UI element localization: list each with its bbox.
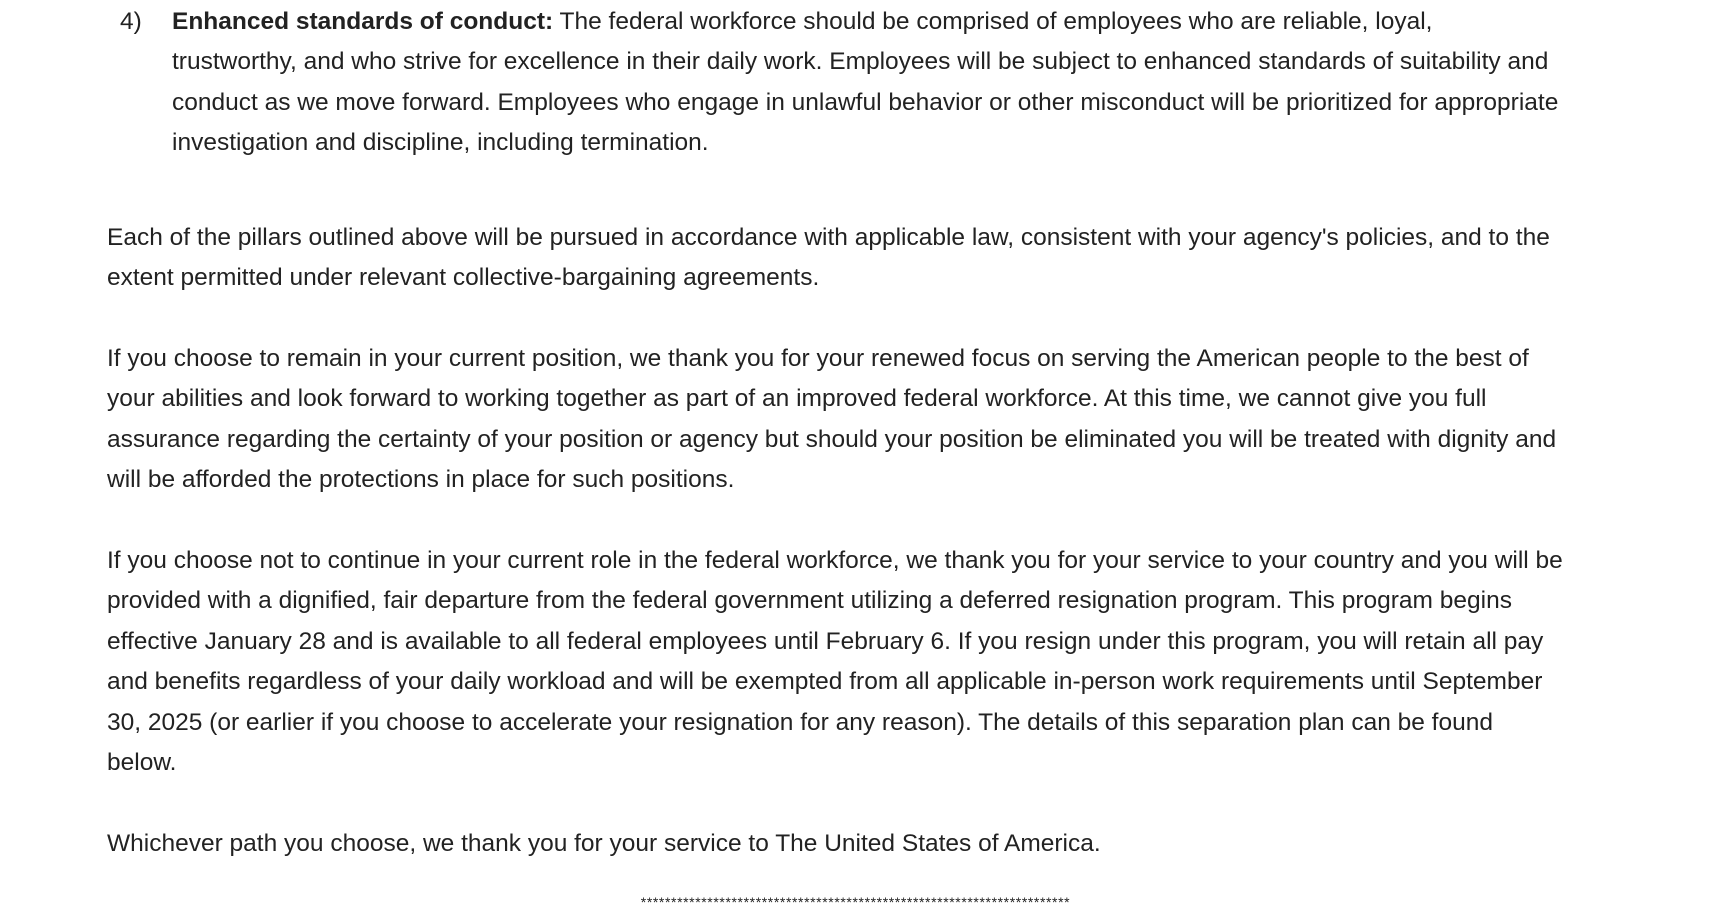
list-number: 4) xyxy=(120,8,142,35)
paragraph-line: and benefits regardless of your daily workload and will be exempted from all applicable in-person work requirements until September xyxy=(107,668,1543,696)
paragraph-line: If you choose to remain in your current position, we thank you for your renewed focus on serving the American people to the best of xyxy=(107,345,1529,372)
list-line-1-rest: The federal workforce should be comprised of employees who are reliable, loyal, xyxy=(553,8,1433,35)
paragraph-line: provided with a dignified, fair departure from the federal government utilizing a deferred resignation program. This program begins xyxy=(107,587,1512,615)
paragraph-pillars xyxy=(107,218,1707,299)
paragraph-depart xyxy=(107,541,1707,783)
paragraph-line: extent permitted under relevant collective-bargaining agreements. xyxy=(107,264,820,292)
list-line-1 xyxy=(172,2,1711,42)
list-item-text xyxy=(172,2,1711,164)
paragraph-line: Each of the pillars outlined above will be pursued in accordance with applicable law, consistent with your agency's policies, and to the xyxy=(107,224,1550,251)
paragraph-line: effective January 28 and is available to all federal employees until February 6. If you resign under this program, you will retain all pay xyxy=(107,627,1544,655)
list-line-2: trustworthy, and who strive for excellence in their daily work. Employees will be subject to enhanced standards of suitability and xyxy=(172,48,1549,76)
paragraph-line: 30, 2025 (or earlier if you choose to accelerate your resignation for any reason). The details of this separation plan can be found xyxy=(107,708,1493,736)
asterisk-divider: *********************************************************************** xyxy=(640,894,1071,910)
paragraph-remain xyxy=(107,339,1707,501)
paragraph-line: Whichever path you choose, we thank you for your service to The United States of America. xyxy=(107,830,1101,857)
list-lead: Enhanced standards of conduct: xyxy=(172,8,554,35)
list-line-4: investigation and discipline, including termination. xyxy=(172,129,709,157)
paragraph-line: assurance regarding the certainty of your position or agency but should your position be eliminated you will be treated with dignity and xyxy=(107,425,1557,453)
paragraph-line: your abilities and look forward to working together as part of an improved federal workforce. At this time, we cannot give you full xyxy=(107,385,1487,413)
paragraph-line: below. xyxy=(107,749,177,777)
paragraph-closing xyxy=(107,824,1707,864)
paragraph-line: If you choose not to continue in your current role in the federal workforce, we thank you for your service to your country and you will be xyxy=(107,547,1563,574)
paragraph-line: will be afforded the protections in place for such positions. xyxy=(107,466,735,494)
list-line-3: conduct as we move forward. Employees who engage in unlawful behavior or other misconduct will be prioritized for appropriate xyxy=(172,88,1559,116)
